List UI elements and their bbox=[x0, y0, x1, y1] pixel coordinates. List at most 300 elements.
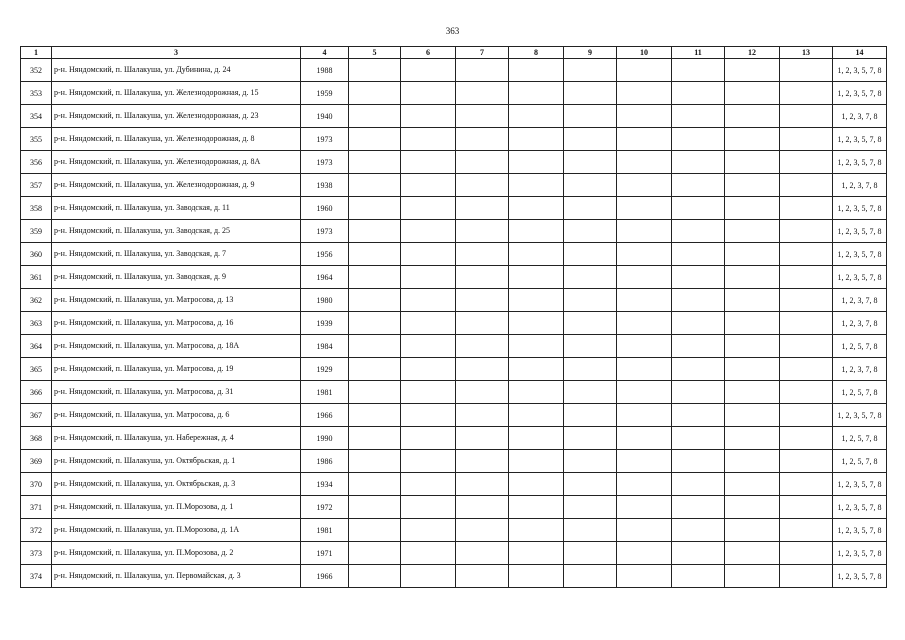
empty-cell bbox=[617, 450, 672, 473]
empty-cell bbox=[780, 128, 833, 151]
empty-cell bbox=[564, 473, 617, 496]
empty-cell bbox=[509, 358, 564, 381]
empty-cell bbox=[672, 82, 725, 105]
empty-cell bbox=[725, 358, 780, 381]
codes-cell: 1, 2, 3, 5, 7, 8 bbox=[833, 404, 887, 427]
empty-cell bbox=[509, 312, 564, 335]
address-cell: р-н. Няндомский, п. Шалакуша, ул. П.Морозова, д. 1 bbox=[52, 496, 301, 519]
codes-cell: 1, 2, 3, 5, 7, 8 bbox=[833, 151, 887, 174]
codes-cell: 1, 2, 3, 5, 7, 8 bbox=[833, 197, 887, 220]
year-cell: 1934 bbox=[301, 473, 349, 496]
row-number: 372 bbox=[21, 519, 52, 542]
table-row bbox=[21, 289, 887, 312]
codes-cell: 1, 2, 3, 7, 8 bbox=[833, 105, 887, 128]
empty-cell bbox=[672, 358, 725, 381]
empty-cell bbox=[564, 243, 617, 266]
empty-cell bbox=[672, 565, 725, 588]
codes-cell: 1, 2, 3, 5, 7, 8 bbox=[833, 565, 887, 588]
empty-cell bbox=[349, 197, 401, 220]
empty-cell bbox=[672, 59, 725, 82]
empty-cell bbox=[617, 519, 672, 542]
empty-cell bbox=[401, 335, 456, 358]
empty-cell bbox=[401, 565, 456, 588]
empty-cell bbox=[617, 220, 672, 243]
empty-cell bbox=[780, 220, 833, 243]
table-row bbox=[21, 220, 887, 243]
empty-cell bbox=[456, 151, 509, 174]
empty-cell bbox=[349, 266, 401, 289]
year-cell: 1984 bbox=[301, 335, 349, 358]
empty-cell bbox=[401, 496, 456, 519]
codes-cell: 1, 2, 5, 7, 8 bbox=[833, 381, 887, 404]
address-cell: р-н. Няндомский, п. Шалакуша, ул. П.Морозова, д. 2 bbox=[52, 542, 301, 565]
column-header: 9 bbox=[564, 47, 617, 59]
empty-cell bbox=[672, 266, 725, 289]
table-row bbox=[21, 151, 887, 174]
empty-cell bbox=[617, 381, 672, 404]
empty-cell bbox=[401, 82, 456, 105]
empty-cell bbox=[509, 266, 564, 289]
empty-cell bbox=[780, 381, 833, 404]
empty-cell bbox=[780, 174, 833, 197]
table-row bbox=[21, 358, 887, 381]
empty-cell bbox=[401, 243, 456, 266]
empty-cell bbox=[780, 473, 833, 496]
column-header: 4 bbox=[301, 47, 349, 59]
table-row bbox=[21, 243, 887, 266]
row-number: 365 bbox=[21, 358, 52, 381]
empty-cell bbox=[725, 450, 780, 473]
codes-cell: 1, 2, 3, 7, 8 bbox=[833, 289, 887, 312]
codes-cell: 1, 2, 3, 5, 7, 8 bbox=[833, 496, 887, 519]
empty-cell bbox=[725, 312, 780, 335]
empty-cell bbox=[349, 519, 401, 542]
empty-cell bbox=[349, 174, 401, 197]
empty-cell bbox=[617, 496, 672, 519]
empty-cell bbox=[780, 542, 833, 565]
row-number: 370 bbox=[21, 473, 52, 496]
table-row bbox=[21, 312, 887, 335]
empty-cell bbox=[456, 519, 509, 542]
empty-cell bbox=[456, 427, 509, 450]
empty-cell bbox=[349, 358, 401, 381]
empty-cell bbox=[401, 289, 456, 312]
address-cell: р-н. Няндомский, п. Шалакуша, ул. Матросова, д. 6 bbox=[52, 404, 301, 427]
empty-cell bbox=[509, 450, 564, 473]
empty-cell bbox=[401, 381, 456, 404]
empty-cell bbox=[725, 289, 780, 312]
empty-cell bbox=[509, 335, 564, 358]
empty-cell bbox=[564, 381, 617, 404]
codes-cell: 1, 2, 3, 5, 7, 8 bbox=[833, 519, 887, 542]
year-cell: 1972 bbox=[301, 496, 349, 519]
empty-cell bbox=[617, 243, 672, 266]
address-cell: р-н. Няндомский, п. Шалакуша, ул. Железнодорожная, д. 9 bbox=[52, 174, 301, 197]
empty-cell bbox=[401, 151, 456, 174]
empty-cell bbox=[780, 427, 833, 450]
empty-cell bbox=[509, 197, 564, 220]
empty-cell bbox=[564, 404, 617, 427]
empty-cell bbox=[509, 496, 564, 519]
housing-register-table bbox=[20, 46, 887, 588]
column-header: 13 bbox=[780, 47, 833, 59]
empty-cell bbox=[349, 128, 401, 151]
empty-cell bbox=[780, 496, 833, 519]
year-cell: 1964 bbox=[301, 266, 349, 289]
empty-cell bbox=[349, 335, 401, 358]
empty-cell bbox=[401, 266, 456, 289]
empty-cell bbox=[456, 496, 509, 519]
empty-cell bbox=[725, 220, 780, 243]
empty-cell bbox=[725, 473, 780, 496]
row-number: 357 bbox=[21, 174, 52, 197]
empty-cell bbox=[349, 404, 401, 427]
empty-cell bbox=[780, 82, 833, 105]
empty-cell bbox=[780, 243, 833, 266]
empty-cell bbox=[617, 358, 672, 381]
column-header: 7 bbox=[456, 47, 509, 59]
empty-cell bbox=[725, 174, 780, 197]
row-number: 361 bbox=[21, 266, 52, 289]
empty-cell bbox=[509, 82, 564, 105]
column-header: 12 bbox=[725, 47, 780, 59]
empty-cell bbox=[401, 404, 456, 427]
empty-cell bbox=[617, 174, 672, 197]
empty-cell bbox=[780, 266, 833, 289]
empty-cell bbox=[564, 197, 617, 220]
empty-cell bbox=[564, 289, 617, 312]
row-number: 363 bbox=[21, 312, 52, 335]
year-cell: 1956 bbox=[301, 243, 349, 266]
empty-cell bbox=[401, 197, 456, 220]
empty-cell bbox=[349, 105, 401, 128]
empty-cell bbox=[564, 312, 617, 335]
empty-cell bbox=[349, 473, 401, 496]
empty-cell bbox=[672, 335, 725, 358]
empty-cell bbox=[672, 450, 725, 473]
empty-cell bbox=[401, 427, 456, 450]
year-cell: 1966 bbox=[301, 565, 349, 588]
codes-cell: 1, 2, 3, 5, 7, 8 bbox=[833, 542, 887, 565]
empty-cell bbox=[672, 197, 725, 220]
empty-cell bbox=[672, 151, 725, 174]
empty-cell bbox=[617, 59, 672, 82]
empty-cell bbox=[672, 105, 725, 128]
header-row bbox=[21, 47, 887, 59]
row-number: 368 bbox=[21, 427, 52, 450]
year-cell: 1981 bbox=[301, 519, 349, 542]
empty-cell bbox=[672, 381, 725, 404]
table-row bbox=[21, 473, 887, 496]
column-header: 14 bbox=[833, 47, 887, 59]
empty-cell bbox=[349, 427, 401, 450]
empty-cell bbox=[672, 243, 725, 266]
empty-cell bbox=[672, 289, 725, 312]
empty-cell bbox=[401, 105, 456, 128]
empty-cell bbox=[725, 519, 780, 542]
column-header: 5 bbox=[349, 47, 401, 59]
row-number: 367 bbox=[21, 404, 52, 427]
empty-cell bbox=[725, 151, 780, 174]
empty-cell bbox=[509, 105, 564, 128]
empty-cell bbox=[780, 358, 833, 381]
empty-cell bbox=[725, 404, 780, 427]
empty-cell bbox=[456, 243, 509, 266]
table-row bbox=[21, 59, 887, 82]
row-number: 374 bbox=[21, 565, 52, 588]
empty-cell bbox=[780, 197, 833, 220]
empty-cell bbox=[617, 427, 672, 450]
table-body bbox=[21, 59, 887, 588]
empty-cell bbox=[349, 82, 401, 105]
empty-cell bbox=[780, 59, 833, 82]
empty-cell bbox=[564, 59, 617, 82]
empty-cell bbox=[349, 381, 401, 404]
year-cell: 1971 bbox=[301, 542, 349, 565]
year-cell: 1973 bbox=[301, 220, 349, 243]
table-row bbox=[21, 496, 887, 519]
empty-cell bbox=[617, 312, 672, 335]
year-cell: 1929 bbox=[301, 358, 349, 381]
empty-cell bbox=[617, 266, 672, 289]
empty-cell bbox=[456, 82, 509, 105]
table-row bbox=[21, 542, 887, 565]
empty-cell bbox=[456, 197, 509, 220]
codes-cell: 1, 2, 3, 5, 7, 8 bbox=[833, 473, 887, 496]
empty-cell bbox=[564, 358, 617, 381]
empty-cell bbox=[401, 358, 456, 381]
empty-cell bbox=[509, 151, 564, 174]
year-cell: 1973 bbox=[301, 128, 349, 151]
empty-cell bbox=[509, 542, 564, 565]
empty-cell bbox=[564, 128, 617, 151]
empty-cell bbox=[672, 519, 725, 542]
empty-cell bbox=[564, 335, 617, 358]
empty-cell bbox=[725, 243, 780, 266]
empty-cell bbox=[456, 381, 509, 404]
address-cell: р-н. Няндомский, п. Шалакуша, ул. Заводская, д. 9 bbox=[52, 266, 301, 289]
column-header: 3 bbox=[52, 47, 301, 59]
empty-cell bbox=[456, 289, 509, 312]
empty-cell bbox=[725, 59, 780, 82]
empty-cell bbox=[509, 404, 564, 427]
row-number: 371 bbox=[21, 496, 52, 519]
column-header: 1 bbox=[21, 47, 52, 59]
empty-cell bbox=[456, 358, 509, 381]
year-cell: 1988 bbox=[301, 59, 349, 82]
table-row bbox=[21, 450, 887, 473]
empty-cell bbox=[725, 197, 780, 220]
table-row bbox=[21, 519, 887, 542]
table-row bbox=[21, 82, 887, 105]
empty-cell bbox=[725, 105, 780, 128]
row-number: 358 bbox=[21, 197, 52, 220]
column-header: 6 bbox=[401, 47, 456, 59]
year-cell: 1980 bbox=[301, 289, 349, 312]
address-cell: р-н. Няндомский, п. Шалакуша, ул. Заводская, д. 11 bbox=[52, 197, 301, 220]
empty-cell bbox=[564, 496, 617, 519]
row-number: 366 bbox=[21, 381, 52, 404]
empty-cell bbox=[456, 128, 509, 151]
empty-cell bbox=[509, 243, 564, 266]
table-row bbox=[21, 381, 887, 404]
empty-cell bbox=[617, 473, 672, 496]
codes-cell: 1, 2, 3, 5, 7, 8 bbox=[833, 220, 887, 243]
empty-cell bbox=[401, 59, 456, 82]
empty-cell bbox=[564, 151, 617, 174]
empty-cell bbox=[509, 174, 564, 197]
empty-cell bbox=[349, 243, 401, 266]
year-cell: 1960 bbox=[301, 197, 349, 220]
year-cell: 1966 bbox=[301, 404, 349, 427]
empty-cell bbox=[456, 404, 509, 427]
column-header: 11 bbox=[672, 47, 725, 59]
empty-cell bbox=[456, 542, 509, 565]
column-header: 8 bbox=[509, 47, 564, 59]
empty-cell bbox=[509, 220, 564, 243]
empty-cell bbox=[401, 174, 456, 197]
empty-cell bbox=[456, 266, 509, 289]
empty-cell bbox=[617, 82, 672, 105]
year-cell: 1959 bbox=[301, 82, 349, 105]
address-cell: р-н. Няндомский, п. Шалакуша, ул. Матросова, д. 31 bbox=[52, 381, 301, 404]
empty-cell bbox=[509, 289, 564, 312]
empty-cell bbox=[780, 335, 833, 358]
address-cell: р-н. Няндомский, п. Шалакуша, ул. Набережная, д. 4 bbox=[52, 427, 301, 450]
column-header: 10 bbox=[617, 47, 672, 59]
empty-cell bbox=[349, 565, 401, 588]
empty-cell bbox=[349, 220, 401, 243]
empty-cell bbox=[349, 542, 401, 565]
address-cell: р-н. Няндомский, п. Шалакуша, ул. Октябрьская, д. 1 bbox=[52, 450, 301, 473]
empty-cell bbox=[401, 519, 456, 542]
address-cell: р-н. Няндомский, п. Шалакуша, ул. Заводская, д. 7 bbox=[52, 243, 301, 266]
empty-cell bbox=[456, 312, 509, 335]
empty-cell bbox=[672, 473, 725, 496]
empty-cell bbox=[349, 312, 401, 335]
empty-cell bbox=[725, 82, 780, 105]
empty-cell bbox=[672, 220, 725, 243]
empty-cell bbox=[780, 105, 833, 128]
empty-cell bbox=[456, 220, 509, 243]
codes-cell: 1, 2, 3, 5, 7, 8 bbox=[833, 243, 887, 266]
table-row bbox=[21, 565, 887, 588]
empty-cell bbox=[509, 427, 564, 450]
empty-cell bbox=[509, 59, 564, 82]
empty-cell bbox=[456, 565, 509, 588]
empty-cell bbox=[564, 427, 617, 450]
table-row bbox=[21, 174, 887, 197]
row-number: 353 bbox=[21, 82, 52, 105]
row-number: 360 bbox=[21, 243, 52, 266]
address-cell: р-н. Няндомский, п. Шалакуша, ул. Матросова, д. 13 bbox=[52, 289, 301, 312]
codes-cell: 1, 2, 3, 5, 7, 8 bbox=[833, 266, 887, 289]
empty-cell bbox=[617, 105, 672, 128]
empty-cell bbox=[509, 565, 564, 588]
codes-cell: 1, 2, 3, 7, 8 bbox=[833, 174, 887, 197]
empty-cell bbox=[401, 220, 456, 243]
address-cell: р-н. Няндомский, п. Шалакуша, ул. Первомайская, д. 3 bbox=[52, 565, 301, 588]
empty-cell bbox=[564, 565, 617, 588]
empty-cell bbox=[349, 496, 401, 519]
codes-cell: 1, 2, 3, 5, 7, 8 bbox=[833, 128, 887, 151]
empty-cell bbox=[617, 404, 672, 427]
codes-cell: 1, 2, 3, 7, 8 bbox=[833, 358, 887, 381]
row-number: 355 bbox=[21, 128, 52, 151]
empty-cell bbox=[780, 519, 833, 542]
year-cell: 1973 bbox=[301, 151, 349, 174]
empty-cell bbox=[509, 473, 564, 496]
empty-cell bbox=[401, 542, 456, 565]
codes-cell: 1, 2, 5, 7, 8 bbox=[833, 450, 887, 473]
codes-cell: 1, 2, 3, 5, 7, 8 bbox=[833, 82, 887, 105]
row-number: 362 bbox=[21, 289, 52, 312]
empty-cell bbox=[725, 381, 780, 404]
empty-cell bbox=[617, 542, 672, 565]
codes-cell: 1, 2, 5, 7, 8 bbox=[833, 335, 887, 358]
year-cell: 1938 bbox=[301, 174, 349, 197]
empty-cell bbox=[456, 450, 509, 473]
empty-cell bbox=[672, 128, 725, 151]
address-cell: р-н. Няндомский, п. Шалакуша, ул. Матросова, д. 18А bbox=[52, 335, 301, 358]
address-cell: р-н. Няндомский, п. Шалакуша, ул. Матросова, д. 19 bbox=[52, 358, 301, 381]
empty-cell bbox=[672, 542, 725, 565]
empty-cell bbox=[617, 335, 672, 358]
empty-cell bbox=[780, 450, 833, 473]
empty-cell bbox=[456, 335, 509, 358]
table-row bbox=[21, 105, 887, 128]
empty-cell bbox=[456, 174, 509, 197]
row-number: 373 bbox=[21, 542, 52, 565]
address-cell: р-н. Няндомский, п. Шалакуша, ул. Железнодорожная, д. 8 bbox=[52, 128, 301, 151]
empty-cell bbox=[725, 496, 780, 519]
empty-cell bbox=[725, 128, 780, 151]
empty-cell bbox=[672, 496, 725, 519]
empty-cell bbox=[672, 427, 725, 450]
empty-cell bbox=[725, 542, 780, 565]
table-row bbox=[21, 404, 887, 427]
address-cell: р-н. Няндомский, п. Шалакуша, ул. Железнодорожная, д. 23 bbox=[52, 105, 301, 128]
empty-cell bbox=[509, 381, 564, 404]
codes-cell: 1, 2, 3, 7, 8 bbox=[833, 312, 887, 335]
codes-cell: 1, 2, 5, 7, 8 bbox=[833, 427, 887, 450]
empty-cell bbox=[401, 312, 456, 335]
empty-cell bbox=[564, 266, 617, 289]
empty-cell bbox=[349, 59, 401, 82]
empty-cell bbox=[349, 450, 401, 473]
year-cell: 1986 bbox=[301, 450, 349, 473]
empty-cell bbox=[725, 335, 780, 358]
empty-cell bbox=[672, 312, 725, 335]
empty-cell bbox=[617, 289, 672, 312]
address-cell: р-н. Няндомский, п. Шалакуша, ул. Железнодорожная, д. 8А bbox=[52, 151, 301, 174]
empty-cell bbox=[725, 565, 780, 588]
empty-cell bbox=[780, 289, 833, 312]
table-row bbox=[21, 128, 887, 151]
empty-cell bbox=[780, 312, 833, 335]
empty-cell bbox=[456, 105, 509, 128]
empty-cell bbox=[672, 404, 725, 427]
address-cell: р-н. Няндомский, п. Шалакуша, ул. Октябрьская, д. 3 bbox=[52, 473, 301, 496]
empty-cell bbox=[617, 128, 672, 151]
address-cell: р-н. Няндомский, п. Шалакуша, ул. Матросова, д. 16 bbox=[52, 312, 301, 335]
empty-cell bbox=[401, 473, 456, 496]
empty-cell bbox=[401, 450, 456, 473]
empty-cell bbox=[564, 450, 617, 473]
page-number: 363 bbox=[445, 26, 460, 36]
table-row bbox=[21, 197, 887, 220]
empty-cell bbox=[456, 473, 509, 496]
